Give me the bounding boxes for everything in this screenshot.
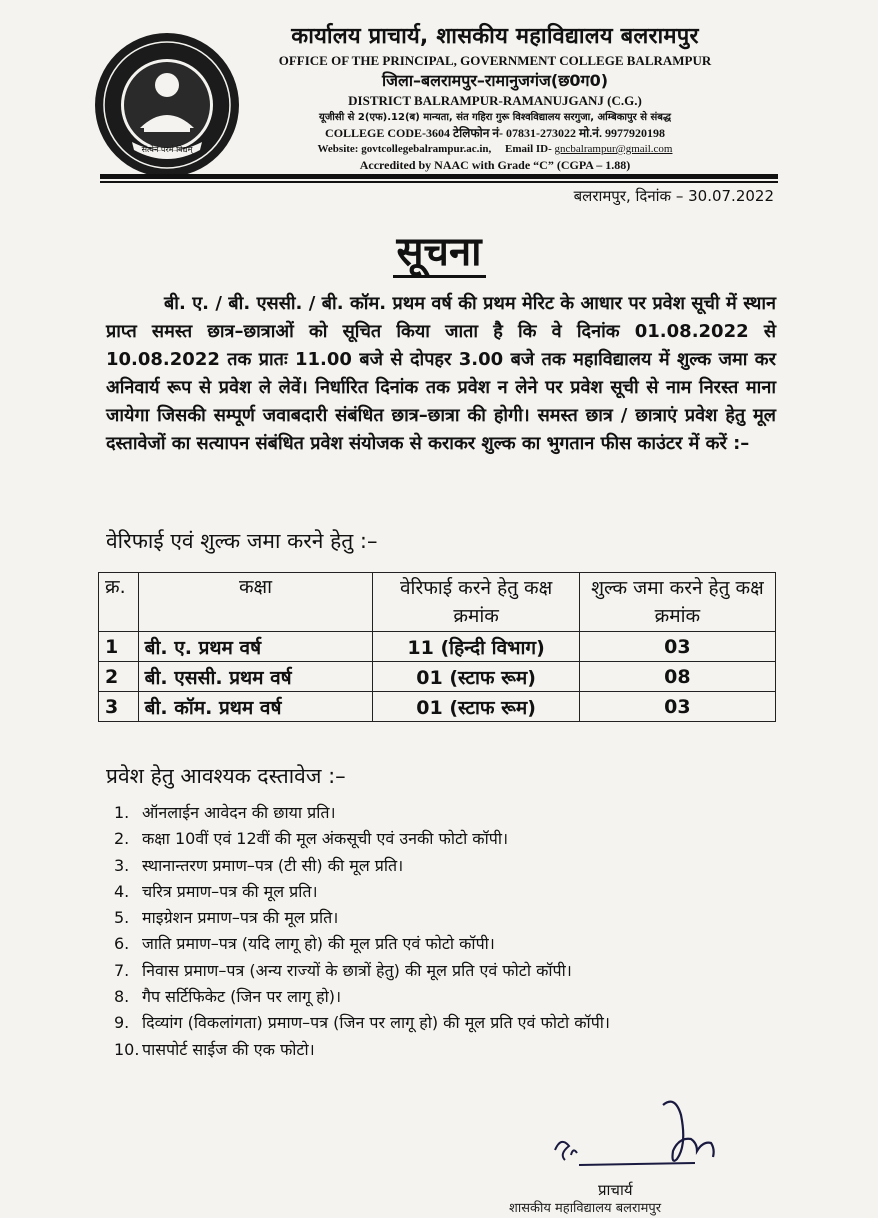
item-number: 10. [114, 1039, 140, 1059]
table-header-row [99, 573, 776, 632]
list-item [114, 800, 774, 826]
header-rule-thick [100, 174, 778, 179]
list-item [114, 1037, 774, 1063]
letterhead [250, 22, 740, 173]
documents-list [114, 800, 774, 1063]
col-header-verify-room: वेरिफाई करने हेतु कक्ष क्रमांक [373, 573, 579, 632]
cell-fee-room: 08 [579, 662, 775, 692]
item-number: 5. [114, 908, 130, 928]
website: Website: govtcollegebalrampur.ac.in, [317, 143, 492, 155]
col-header-class: कक्षा [138, 573, 373, 632]
documents-heading: प्रवेश हेतु आवश्यक दस्तावेज :– [106, 764, 346, 788]
item-number: 4. [114, 881, 130, 901]
item-number: 8. [114, 987, 130, 1007]
item-text: पासपोर्ट साईज की एक फोटो। [142, 1039, 315, 1059]
cell-verify-room: 11 (हिन्दी विभाग) [373, 632, 579, 662]
item-text: स्थानान्तरण प्रमाण–पत्र (टी सी) की मूल प्रति। [142, 855, 404, 875]
header-rule-thin [100, 181, 778, 183]
list-item [114, 905, 774, 931]
cell-fee-room: 03 [579, 692, 775, 722]
office-stamp-text: शासकीय महाविद्यालय बलरामपुर [509, 1201, 662, 1216]
room-table [98, 572, 776, 722]
cell-class: बी. एससी. प्रथम वर्ष [138, 662, 373, 692]
item-text: ऑनलाईन आवेदन की छाया प्रति। [142, 803, 336, 822]
item-text: चरित्र प्रमाण–पत्र की मूल प्रति। [142, 881, 318, 901]
cell-verify-room: 01 (स्टाफ रूम) [373, 692, 579, 722]
seal-caption: संत्येनं परमं विद्यम् [141, 145, 193, 154]
item-text: गैप सर्टिफिकेट (जिन पर लागू हो)। [142, 987, 342, 1007]
col-header-sno: क्र. [99, 573, 139, 632]
cell-class: बी. कॉम. प्रथम वर्ष [138, 692, 373, 722]
hindi-title: कार्यालय प्राचार्य, शासकीय महाविद्यालय बलरामपुर [291, 24, 699, 49]
item-number: 1. [114, 803, 130, 822]
item-text: जाति प्रमाण–पत्र (यदि लागू हो) की मूल प्रति एवं फोटो कॉपी। [142, 934, 495, 954]
item-number: 9. [114, 1013, 130, 1033]
email-label: Email ID- [505, 143, 552, 155]
item-number: 3. [114, 855, 130, 875]
list-item [114, 826, 774, 852]
cell-fee-room: 03 [579, 632, 775, 662]
item-number: 6. [114, 934, 130, 954]
table-heading: वेरिफाई एवं शुल्क जमा करने हेतु :– [106, 529, 378, 553]
contact-line: COLLEGE CODE-3604 टेलिफोन नं- 07831-273022 मो.नं. 9977920198 [325, 126, 665, 140]
signatory-designation: प्राचार्य [598, 1181, 633, 1199]
item-number: 7. [114, 960, 130, 980]
notice-title: सूचना [393, 229, 486, 278]
table-row [99, 662, 776, 692]
affiliation: यूजीसी से 2(एफ).12(ब) मान्यता, संत गहिरा गुरू विश्वविद्यालय सरगुजा, अम्बिकापुर से संबद्ध [319, 112, 671, 123]
notice-title-wrap [0, 222, 878, 277]
cell-sno: 1 [99, 632, 139, 662]
cell-sno: 3 [99, 692, 139, 722]
hindi-district: जिला–बलरामपुर–रामानुजगंज(छ0ग0) [381, 71, 609, 90]
notice-paragraph: बी. ए. / बी. एससी. / बी. कॉम. प्रथम वर्ष की प्रथम मेरिट के आधार पर प्रवेश सूची में स्थान प्राप्त समस्त छात्र–छात्राओं को सूचित किया जाता है कि वे दिनांक 01.08.2022 से 10.08.2022 तक प्रातः 11.00 बजे से दोपहर 3.00 बजे तक महाविद्यालय में शुल्क जमा कर अनिवार्य रूप से प्रवेश ले लेवें। निर्धारित दिनांक तक प्रवेश न लेने पर प्रवेश सूची से नाम निरस्त माना जायेगा जिसकी सम्पूर्ण जवाबदारी संबंधित छात्र–छात्रा की होगी। समस्त छात्र / छात्राएं प्रवेश हेतु मूल दस्तावेजों का सत्यापन संबंधित प्रवेश संयोजक से कराकर शुल्क का भुगतान फीस काउंटर में करें :– [106, 293, 776, 454]
list-item [114, 853, 774, 879]
item-text: कक्षा 10वीं एवं 12वीं की मूल अंकसूची एवं उनकी फोटो कॉपी। [142, 829, 509, 849]
date-line: बलरामपुर, दिनांक – 30.07.2022 [573, 187, 774, 205]
email: gncbalrampur@gmail.com [554, 143, 673, 155]
list-item [114, 958, 774, 984]
english-district: DISTRICT BALRAMPUR-RAMANUJGANJ (C.G.) [348, 93, 642, 108]
accreditation: Accredited by NAAC with Grade “C” (CGPA – 1.88) [359, 158, 631, 172]
list-item [114, 931, 774, 957]
principal-signature [545, 1095, 745, 1175]
item-text: दिव्यांग (विकलांगता) प्रमाण–पत्र (जिन पर लागू हो) की मूल प्रति एवं फोटो कॉपी। [142, 1013, 610, 1033]
cell-sno: 2 [99, 662, 139, 692]
cell-verify-room: 01 (स्टाफ रूम) [373, 662, 579, 692]
list-item [114, 984, 774, 1010]
list-item [114, 879, 774, 905]
item-text: माइग्रेशन प्रमाण–पत्र की मूल प्रति। [142, 908, 339, 928]
cell-class: बी. ए. प्रथम वर्ष [138, 632, 373, 662]
list-item [114, 1010, 774, 1036]
table-row [99, 632, 776, 662]
table-row [99, 692, 776, 722]
item-number: 2. [114, 829, 130, 849]
english-title: OFFICE OF THE PRINCIPAL, GOVERNMENT COLLEGE BALRAMPUR [278, 53, 712, 68]
col-header-fee-room: शुल्क जमा करने हेतु कक्ष क्रमांक [579, 573, 775, 632]
college-seal-logo [92, 30, 242, 180]
web-email-line [250, 142, 740, 157]
item-text: निवास प्रमाण–पत्र (अन्य राज्यों के छात्रों हेतु) की मूल प्रति एवं फोटो कॉपी। [142, 960, 572, 980]
